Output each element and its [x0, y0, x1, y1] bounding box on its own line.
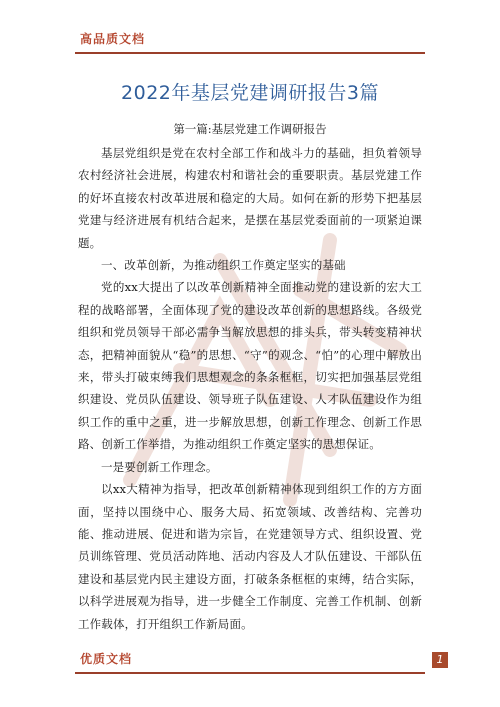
paragraph-heading: 一是要创新工作理念。 [101, 459, 218, 474]
header-divider [75, 52, 425, 54]
page-number-badge: 1 [432, 652, 448, 668]
paragraph: 党的xx大提出了以改革创新精神全面推动党的建设新的宏大工程的战略部署，全面体现了党的建设改革创新的思想路线。各级党组织和党员领导干部必需争当解放思想的排头兵，带头转变精神状态，把精神面貌从“稳”的思想、“守”的观念、“怕”的心理中解放出来，带头打破束缚我们思想观念的条条框框，切实把加强基层党组织建设、党员队伍建设、领导班子队伍建设、人才队伍建设作为组织工作的重中之重，进一步解放思想，创新工作理念、创新工作思路、创新工作举措，为推动组织工作奠定坚实的思想保证。 [78, 280, 422, 452]
paragraph-heading: 一、改革创新，为推动组织工作奠定坚实的基础 [101, 258, 346, 273]
footer-divider [75, 672, 425, 674]
document-title: 2022年基层党建调研报告3篇 [121, 82, 379, 104]
paragraph: 以xx大精神为指导，把改革创新精神体现到组织工作的方方面面，坚持以围绕中心、服务大局、拓宽领域、改善结构、完善功能、推动进展、促进和谐为宗旨，在党建领导方式、组织设置、党员训练管理、党员活动阵地、活动内容及人才队伍建设、干部队伍建设和基层党内民主建设方面，打破条条框框的束缚，结合实际，以科学进展观为指导，进一步健全工作制度、完善工作机制、创新工作载体，打开组织工作新局面。 [78, 482, 422, 631]
section-heading: 第一篇:基层党建工作调研报告 [173, 122, 327, 136]
document-body [78, 119, 422, 635]
header-label: 高品质文档 [80, 32, 146, 46]
paragraph: 基层党组织是党在农村全部工作和战斗力的基础，担负着领导农村经济社会进展，构建农村和谐社会的重要职责。基层党建工作的好坏直接农村改革进展和稳定的大局。如何在新的形势下把基层党建与经济进展有机结合起来，是摆在基层党委面前的一项紧迫课题。 [78, 146, 422, 250]
footer-label: 优质文档 [80, 652, 133, 666]
